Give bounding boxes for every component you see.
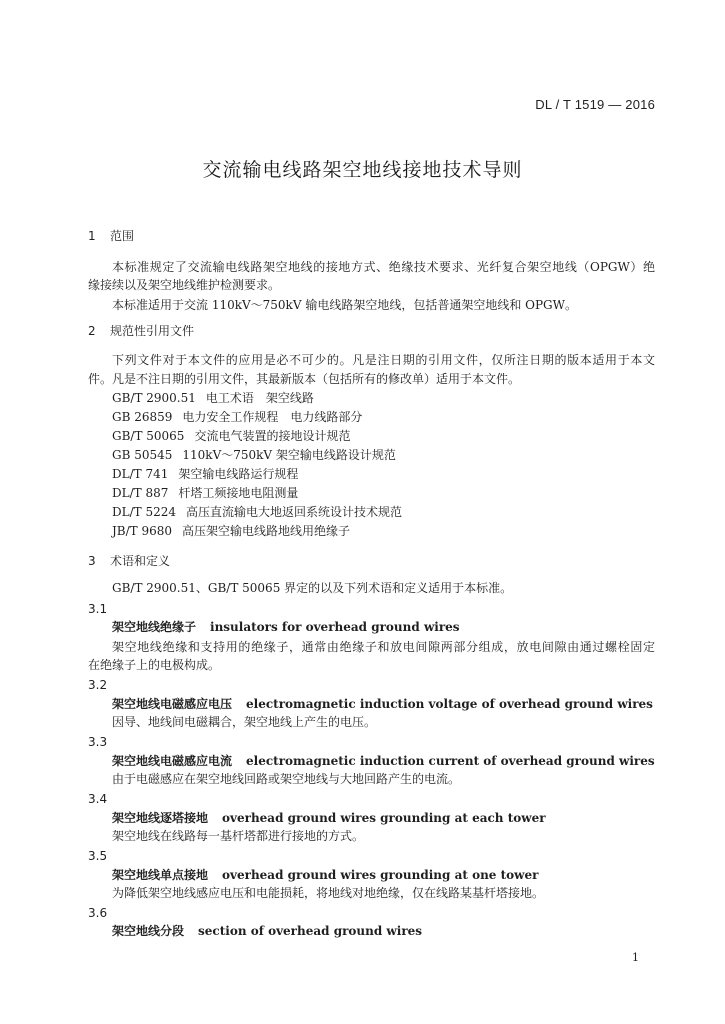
term-chinese: 架空地线电磁感应电流 <box>112 754 233 768</box>
term-english: electromagnetic induction voltage of overhead ground wires <box>246 697 653 711</box>
reference-item <box>112 523 350 539</box>
section-1-heading <box>88 228 134 244</box>
reference-name: 高压直流输电大地返回系统设计技术规范 <box>186 505 403 519</box>
clause-number: 3.4 <box>88 792 108 806</box>
definition-line: 为降低架空地线感应电压和电能损耗，将地线对地绝缘，仅在线路某基杆塔接地。 <box>112 886 545 900</box>
clause-number: 3.5 <box>88 849 108 863</box>
reference-item <box>112 466 298 482</box>
reference-name: 架空输电线路运行规程 <box>178 467 299 481</box>
reference-item <box>112 409 362 425</box>
reference-code: DL/T 741 <box>112 467 169 481</box>
term-english: overhead ground wires grounding at each tower <box>222 811 546 825</box>
document-title: 交流输电线路架空地线接地技术导则 <box>202 159 523 181</box>
clause-number: 3.3 <box>88 735 108 749</box>
document-number: DL / T 1519 — 2016 <box>535 97 655 112</box>
reference-item <box>112 485 298 501</box>
term-chinese: 架空地线电磁感应电压 <box>112 697 233 711</box>
term-english: overhead ground wires grounding at one tower <box>222 868 539 882</box>
section-number: 1 <box>88 229 96 243</box>
paragraph-line: 本标准适用于交流 110kV～750kV 输电线路架空地线，包括普通架空地线和 OPGW。 <box>112 298 577 312</box>
reference-item <box>112 390 314 406</box>
reference-name: 电工术语 架空线路 <box>205 391 314 405</box>
reference-code: DL/T 887 <box>112 486 169 500</box>
term-heading <box>112 867 538 883</box>
term-english: section of overhead ground wires <box>198 924 423 938</box>
section-number: 3 <box>88 554 96 568</box>
reference-name: 高压架空输电线路地线用绝缘子 <box>182 524 351 538</box>
reference-name: 110kV～750kV 架空输电线路设计规范 <box>182 448 396 462</box>
section-3-heading <box>88 553 170 569</box>
reference-name: 交流电气装置的接地设计规范 <box>194 429 351 443</box>
reference-name: 电力安全工作规程 电力线路部分 <box>182 410 363 424</box>
paragraph-line: 下列文件对于本文件的应用是必不可少的。凡是注日期的引用文件，仅所注日期的版本适用于本文 <box>112 353 655 367</box>
paragraph-line: 本标准规定了交流输电线路架空地线的接地方式、绝缘技术要求、光纤复合架空地线（OPGW）绝 <box>112 260 655 274</box>
term-heading <box>112 923 422 939</box>
definition-line: 架空地线绝缘和支持用的绝缘子，通常由绝缘子和放电间隙两部分组成，放电间隙由通过螺栓固定 <box>112 640 655 654</box>
term-chinese: 架空地线单点接地 <box>112 868 209 882</box>
definition-line: 架空地线在线路每一基杆塔都进行接地的方式。 <box>112 829 365 843</box>
term-chinese: 架空地线绝缘子 <box>112 620 197 634</box>
clause-number: 3.2 <box>88 678 108 692</box>
clause-number: 3.1 <box>88 602 108 616</box>
reference-code: JB/T 9680 <box>112 524 173 538</box>
section-2-heading <box>88 323 194 339</box>
paragraph-line: GB/T 2900.51、GB/T 50065 界定的以及下列术语和定义适用于本标准。 <box>112 581 513 595</box>
reference-code: GB 50545 <box>112 448 173 462</box>
term-chinese: 架空地线分段 <box>112 924 185 938</box>
reference-code: DL/T 5224 <box>112 505 176 519</box>
term-english: electromagnetic induction current of overhead ground wires <box>246 754 655 768</box>
definition-line: 由于电磁感应在架空地线回路或架空地线与大地回路产生的电流。 <box>112 772 461 786</box>
page-number: 1 <box>632 951 639 964</box>
section-title: 术语和定义 <box>110 554 171 568</box>
term-heading <box>112 696 653 712</box>
term-heading <box>112 619 460 635</box>
paragraph-line: 件。凡是不注日期的引用文件，其最新版本（包括所有的修改单）适用于本文件。 <box>88 372 521 386</box>
term-heading <box>112 753 655 769</box>
term-chinese: 架空地线逐塔接地 <box>112 811 209 825</box>
reference-item <box>112 428 350 444</box>
term-heading <box>112 810 546 826</box>
reference-item <box>112 504 402 520</box>
reference-name: 杆塔工频接地电阻测量 <box>178 486 299 500</box>
section-title: 规范性引用文件 <box>110 324 195 338</box>
definition-line: 在绝缘子上的电极构成。 <box>88 658 221 672</box>
reference-code: GB/T 2900.51 <box>112 391 196 405</box>
section-title: 范围 <box>110 229 135 243</box>
definition-line: 因导、地线间电磁耦合，架空地线上产生的电压。 <box>112 715 377 729</box>
reference-code: GB/T 50065 <box>112 429 185 443</box>
term-english: insulators for overhead ground wires <box>210 620 460 634</box>
paragraph-line: 缘接续以及架空地线维护检测要求。 <box>88 278 281 292</box>
clause-number: 3.6 <box>88 906 108 920</box>
reference-item <box>112 447 396 463</box>
reference-code: GB 26859 <box>112 410 173 424</box>
section-number: 2 <box>88 324 96 338</box>
